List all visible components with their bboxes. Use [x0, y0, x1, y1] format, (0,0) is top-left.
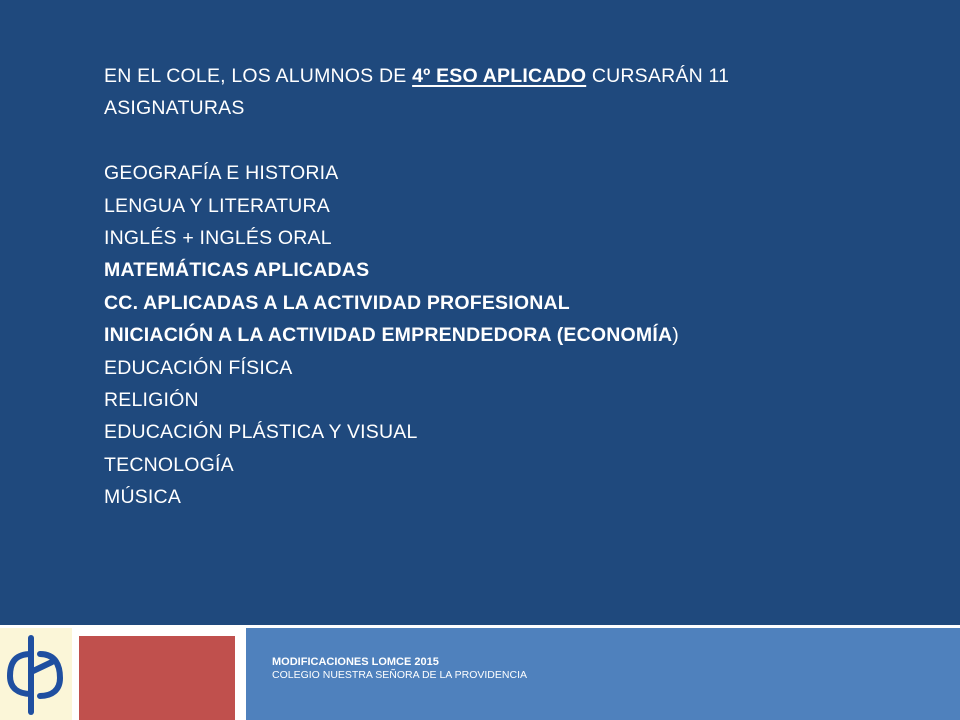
subject-item	[104, 449, 904, 481]
subject-label: EDUCACIÓN PLÁSTICA Y VISUAL	[104, 421, 418, 444]
subject-item	[104, 287, 904, 319]
subject-item	[104, 157, 904, 189]
school-logo	[0, 628, 72, 720]
footer-title: MODIFICACIONES LOMCE 2015	[272, 656, 439, 668]
subject-item	[104, 222, 904, 254]
subject-item	[104, 254, 904, 286]
footer-subtitle: COLEGIO NUESTRA SEÑORA DE LA PROVIDENCIA	[272, 669, 527, 681]
subject-label: MATEMÁTICAS APLICADAS	[104, 259, 370, 282]
subject-label: TECNOLOGÍA	[104, 453, 234, 476]
school-crest-icon	[0, 628, 72, 720]
heading-part2: CURSARÁN 11	[586, 65, 730, 87]
subject-item	[104, 416, 904, 448]
subject-label: LENGUA Y LITERATURA	[104, 194, 330, 217]
subject-label: CC. APLICADAS A LA ACTIVIDAD PROFESIONAL	[104, 291, 570, 314]
subject-item	[104, 352, 904, 384]
subject-item	[104, 384, 904, 416]
subject-item	[104, 319, 904, 351]
heading-highlight: 4º ESO APLICADO	[412, 65, 587, 87]
heading-line-1	[104, 60, 904, 92]
slide-content	[104, 60, 904, 514]
spacer	[104, 125, 904, 157]
heading-line-2: ASIGNATURAS	[104, 97, 245, 120]
subject-label: EDUCACIÓN FÍSICA	[104, 356, 293, 379]
subject-label: MÚSICA	[104, 486, 182, 509]
subject-item	[104, 190, 904, 222]
subject-item	[104, 481, 904, 513]
heading-part1: EN EL COLE, LOS ALUMNOS DE	[104, 65, 413, 87]
subject-label: GEOGRAFÍA E HISTORIA	[104, 162, 339, 185]
subject-suffix: )	[672, 324, 679, 347]
subject-label: INICIACIÓN A LA ACTIVIDAD EMPRENDEDORA (ECONOMÍA	[104, 324, 673, 347]
subject-label: INGLÉS + INGLÉS ORAL	[104, 227, 332, 250]
divider	[237, 628, 246, 720]
subject-label: RELIGIÓN	[104, 389, 199, 412]
subject-list	[104, 157, 904, 513]
footer-text	[272, 656, 527, 682]
accent-red-block	[79, 636, 235, 720]
